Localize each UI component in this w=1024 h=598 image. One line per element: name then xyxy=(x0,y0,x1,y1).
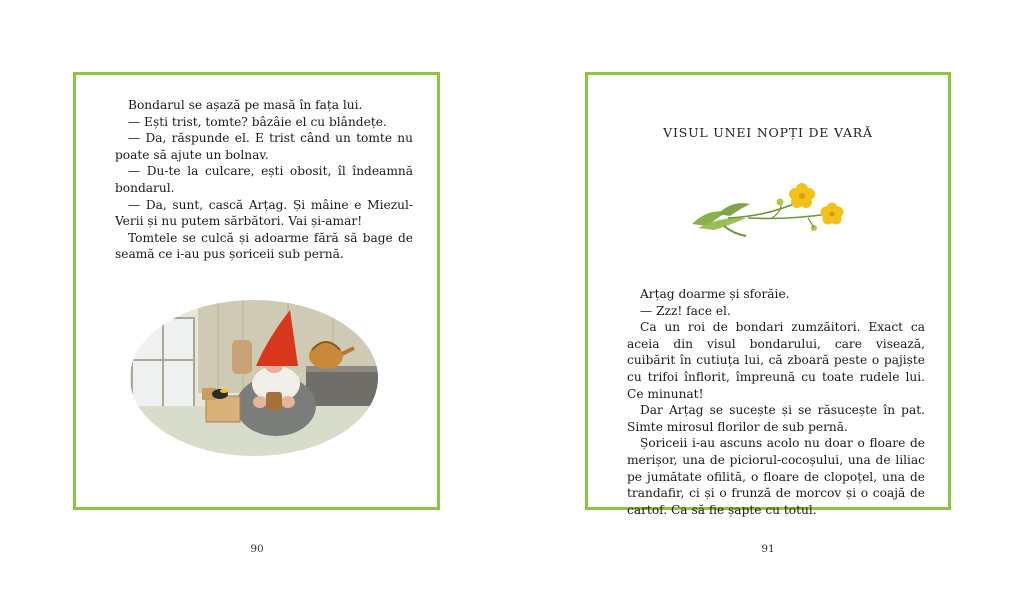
paragraph: Ca un roi de bondari zumzăitori. Exact ca aceia din visul bondarului, care visează, cuibărit în cutiuța lui, că zboară peste o pajiște cu trifoi înflorit, împreună cu toate rudele lui. Ce minunat! xyxy=(627,320,925,401)
page-number-left: 90 xyxy=(250,543,264,555)
paragraph: — Da, răspunde el. E trist când un tomte nu poate să ajute un bolnav. xyxy=(115,131,413,162)
paragraph: Tomtele se culcă și adoarme fără să bage de seamă ce i-au pus șoriceii sub pernă. xyxy=(115,230,413,262)
buttercup-flower-illustration xyxy=(688,178,848,240)
paragraph: Dar Arțag se sucește și se răsucește în pat. Simte mirosul florilor de sub pernă. xyxy=(627,403,925,434)
left-page-text xyxy=(115,97,413,263)
right-page-text xyxy=(627,286,925,518)
page-number-right: 91 xyxy=(761,543,775,555)
paragraph: — Ești trist, tomte? bâzâie el cu blândețe. xyxy=(128,114,387,129)
chapter-title: VISUL UNEI NOPȚI DE VARĂ xyxy=(663,125,873,140)
paragraph: — Da, sunt, cască Arțag. Și mâine e Miezul-Verii și nu putem sărbători. Vai și-amar! xyxy=(115,197,413,229)
paragraph: Șoriceii i-au ascuns acolo nu doar o floare de merișor, una de piciorul-cocoșului, una de liliac pe jumătate ofilită, o floare de clopoțel, una de trandafir, ci și o frunză de morcov și o coajă de cartof. Ca să fie șapte cu totul. xyxy=(627,436,925,517)
paragraph: — Du-te la culcare, ești obosit, îl îndeamnă bondarul. xyxy=(115,164,413,195)
gnome-illustration xyxy=(128,298,380,458)
paragraph: Arțag doarme și sforăie. xyxy=(640,287,790,301)
paragraph: Bondarul se așază pe masă în fața lui. xyxy=(128,98,363,112)
paragraph: — Zzz! face el. xyxy=(640,303,731,318)
